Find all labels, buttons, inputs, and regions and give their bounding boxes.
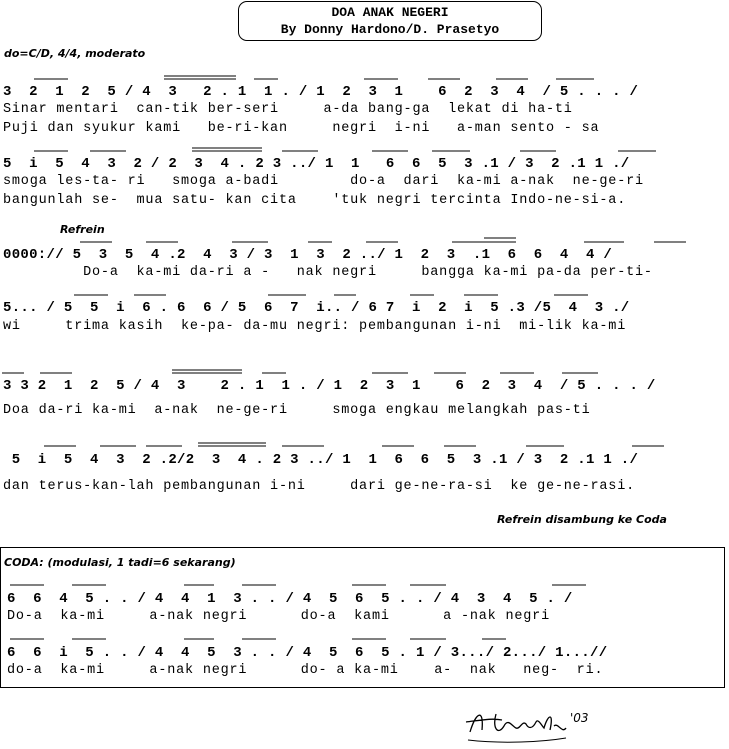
verse-notes-2: 5 i 5 4 3 2 / 2 3 4 . 2 3 ../ 1 1 6 6 5 3 .1 / 3 2 .1 1 ./	[3, 156, 630, 172]
coda-lyric-1: Do-a ka-mi a-nak negri do-a kami a -nak negri	[7, 609, 550, 624]
refrein-label: Refrein	[60, 223, 105, 236]
verse-lyric-2a: smoga les-ta- ri smoga a-badi do-a dari ka-mi a-nak ne-ge-ri	[3, 174, 644, 189]
song-title: DOA ANAK NEGERI	[331, 5, 449, 20]
refrein-notes-4: 5 i 5 4 3 2 .2/2 3 4 . 2 3 ../ 1 1 6 6 5 3 .1 / 3 2 .1 1 ./	[3, 452, 639, 468]
handwritten-signature	[462, 700, 602, 745]
verse-lyric-1b: Puji dan syukur kami be-ri-kan negri i-ni a-man sento - sa	[3, 121, 600, 136]
coda-lyric-2: do-a ka-mi a-nak negri do- a ka-mi a- nak neg- ri.	[7, 663, 604, 678]
verse-lyric-1a: Sinar mentari can-tik ber-seri a-da bang-ga lekat di ha-ti	[3, 102, 573, 117]
refrein-lyric-3: Doa da-ri ka-mi a-nak ne-ge-ri smoga engkau melangkah pas-ti	[3, 403, 591, 418]
refrein-notes-2: 5... / 5 5 i 6 . 6 6 / 5 6 7 i.. / 6 7 i 2 i 5 .3 /5 4 3 ./	[3, 300, 630, 316]
refrein-notes-1: 0000:// 5 3 5 4 .2 4 3 / 3 1 3 2 ../ 1 2 3 .1 6 6 4 4 /	[3, 247, 613, 263]
title-box	[238, 1, 542, 41]
signature-date: '03	[570, 711, 589, 725]
verse-lyric-2b: bangunlah se- mua satu- kan cita 'tuk negri tercinta Indo-ne-si-a.	[3, 193, 627, 208]
refrein-notes-3: 3 3 2 1 2 5 / 4 3 2 . 1 1 . / 1 2 3 1 6 2 3 4 / 5 . . . /	[3, 378, 656, 394]
key-tempo-info: do=C/D, 4/4, moderato	[4, 47, 146, 60]
song-byline: By Donny Hardono/D. Prasetyo	[280, 22, 500, 37]
coda-notes-2: 6 6 i 5 . . / 4 4 5 3 . . / 4 5 6 5 . 1 / 3.../ 2.../ 1...//	[7, 645, 608, 661]
refrein-lyric-4: dan terus-kan-lah pembangunan i-ni dari ge-ne-ra-si ke ge-ne-rasi.	[3, 479, 635, 494]
refrein-coda-note: Refrein disambung ke Coda	[497, 513, 667, 526]
refrein-lyric-1: Do-a ka-mi da-ri a - nak negri bangga ka-mi pa-da per-ti-	[3, 265, 653, 280]
verse-notes-1: 3 2 1 2 5 / 4 3 2 . 1 1 . / 1 2 3 1 6 2 3 4 / 5 . . . /	[3, 84, 639, 100]
coda-label: CODA: (modulasi, 1 tadi=6 sekarang)	[4, 556, 236, 569]
coda-notes-1: 6 6 4 5 . . / 4 4 1 3 . . / 4 5 6 5 . . / 4 3 4 5 . /	[7, 591, 573, 607]
refrein-lyric-2: wi trima kasih ke-pa- da-mu negri: pembangunan i-ni mi-lik ka-mi	[3, 319, 627, 334]
